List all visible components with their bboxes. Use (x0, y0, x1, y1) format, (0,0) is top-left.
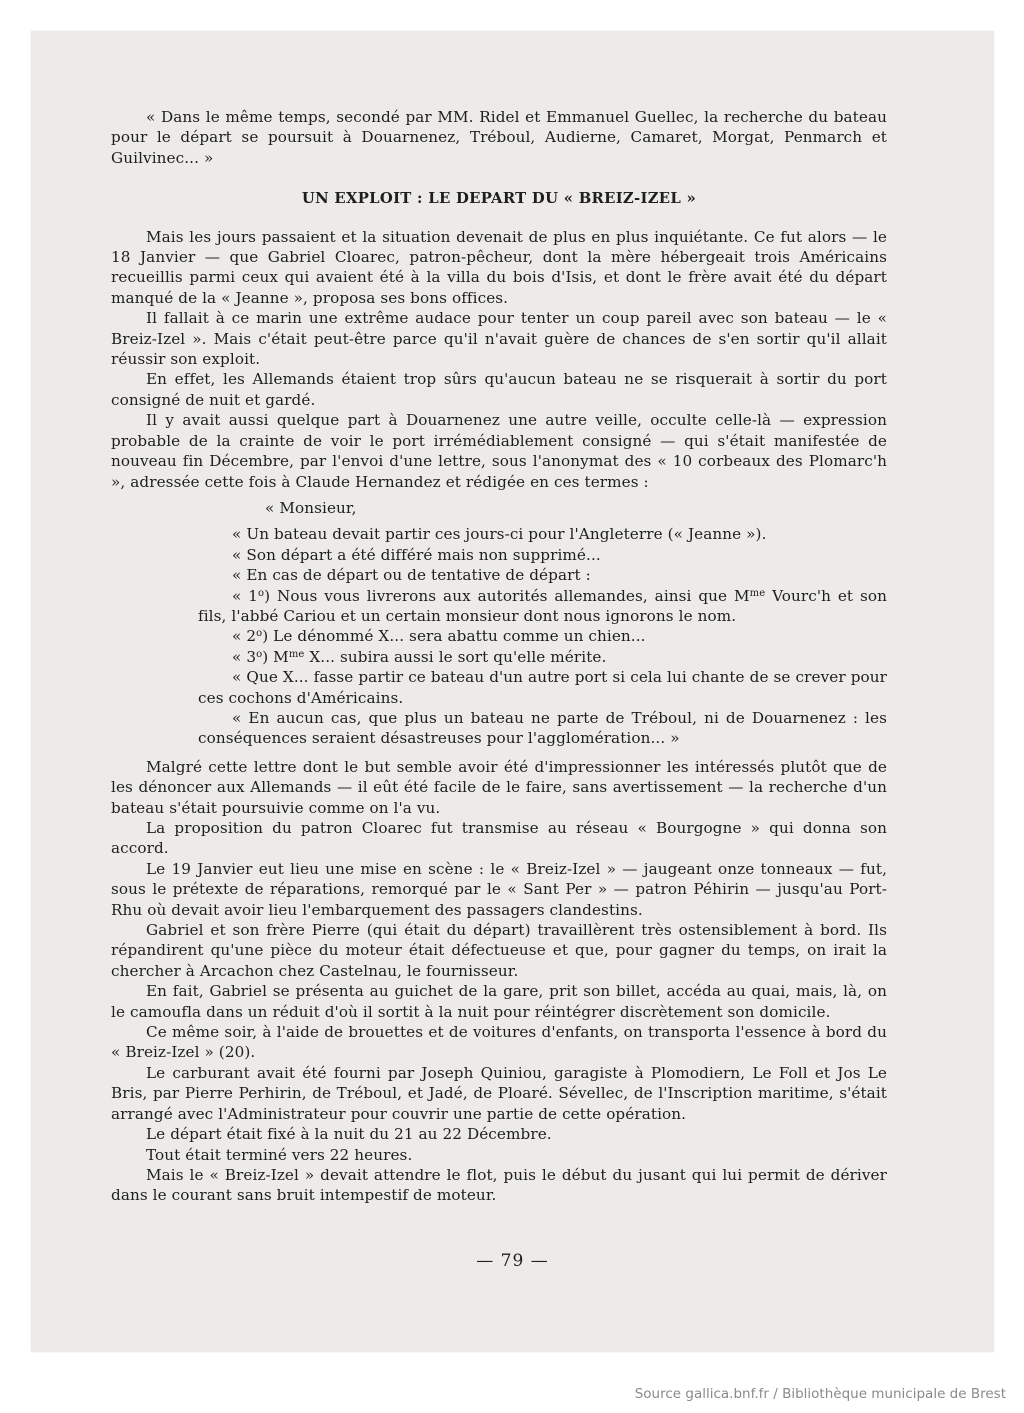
page-number: — 79 — (476, 1251, 549, 1271)
paragraph: En fait, Gabriel se présenta au guichet de la gare, prit son billet, accéda au quai, mais, là, on le camoufla dans un réduit d'où il sortit à la nuit pour réintégrer discrètement son domicile. (111, 982, 887, 1021)
paragraph: La proposition du patron Cloarec fut transmise au réseau « Bourgogne » qui donna son accord. (111, 819, 887, 858)
paragraph: Le carburant avait été fourni par Joseph Quiniou, garagiste à Plomodiern, Le Foll et Jos Le Bris, par Pierre Perhirin, de Tréboul, et Jadé, de Ploaré. Sévellec, de l'Inscription maritime, s'était arrangé avec l'Administrateur pour couvrir une partie de cette opération. (111, 1063, 887, 1123)
letter-line: « En aucun cas, que plus un bateau ne parte de Tréboul, ni de Douarnenez : les conséquences seraient désastreuses pour l'agglomération... » (198, 708, 887, 748)
paragraph: Mais les jours passaient et la situation devenait de plus en plus inquiétante. Ce fut alors — le 18 Janvier — que Gabriel Cloarec, patron-pêcheur, dont la mère hébergeait trois Américains recueillis parmi ceux qui avaient été à la villa du bois d'Isis, et dont le frère avait été du départ manqué de la « Jeanne », proposa ses bons offices. (111, 227, 887, 307)
letter-line: « Que X... fasse partir ce bateau d'un autre port si cela lui chante de se crever pour ces cochons d'Américains. (198, 668, 887, 707)
paragraph: Gabriel et son frère Pierre (qui était du départ) travaillèrent très ostensiblement à bord. Ils répandirent qu'une pièce du moteur était défectueuse et que, pour gagner du temps, on irait la chercher à Arcachon chez Castelnau, le fournisseur. (111, 921, 887, 980)
paragraph: Il fallait à ce marin une extrême audace pour tenter un coup pareil avec son bateau — le « Breiz-Izel ». Mais c'était peut-être parce qu'il n'avait guère de chances de s'en sortir qu'il allait réussir son exploit. (111, 309, 887, 369)
paragraph: En effet, les Allemands étaient trop sûrs qu'aucun bateau ne se risquerait à sortir du port consigné de nuit et gardé. (111, 370, 887, 409)
letter-line: « Un bateau devait partir ces jours-ci pour l'Angleterre (« Jeanne »). (232, 525, 767, 544)
paragraph: Il y avait aussi quelque part à Douarnenez une autre veille, occulte celle-là — expression probable de la crainte de voir le port irrémédiablement consigné — qui s'était manifestée de nouveau fin Décembre, par l'envoi d'une lettre, sous l'anonymat des « 10 corbeaux des Plomarc'h », adressée cette fois à Claude Hernandez et rédigée en ces termes : (111, 411, 887, 491)
paragraph: Le 19 Janvier eut lieu une mise en scène : le « Breiz-Izel » — jaugeant onze tonneaux — fut, sous le prétexte de réparations, remorqué par le « Sant Per » — patron Péhirin — jusqu'au Port-Rhu où devait avoir lieu l'embarquement des passagers clandestins. (111, 859, 887, 919)
letter-item-2: « 2$^o$) Le dénommé X... sera abattu comme un chien... (232, 627, 646, 646)
paragraph: Malgré cette lettre dont le but semble avoir été d'impressionner les intéressés plutôt que de les dénoncer aux Allemands — il eût été facile de le faire, sans avertissement — la recherche d'un bateau s'était poursuivie comme on l'a vu. (111, 757, 887, 817)
letter-item-3: « 3$^o$) $M^{me}$ X... subira aussi le sort qu'elle mérite. (232, 647, 607, 666)
paragraph: Mais le « Breiz-Izel » devait attendre le flot, puis le début du jusant qui lui permit de dériver dans le courant sans bruit intempestif de moteur. (111, 1165, 887, 1205)
paragraph: Tout était terminé vers 22 heures. (146, 1145, 413, 1164)
section-heading: UN EXPLOIT : LE DEPART DU « BREIZ-IZEL » (301, 190, 697, 208)
source-credit: Source gallica.bnf.fr / Bibliothèque municipale de Brest (634, 1386, 1006, 1402)
letter-line: « Son départ a été différé mais non supprimé... (232, 545, 601, 564)
scanned-page (31, 31, 994, 1352)
letter-item-1: « 1$^o$) Nous vous livrerons aux autorités allemandes, ainsi que $M^{me}$ Vourc'h et son fils, l'abbé Cariou et un certain monsieur dont nous ignorons le nom. (198, 586, 887, 625)
quoted-letter (198, 498, 887, 749)
letter-line: « En cas de départ ou de tentative de départ : (232, 566, 591, 585)
intro-paragraph: « Dans le même temps, secondé par MM. Ridel et Emmanuel Guellec, la recherche du bateau pour le départ se poursuit à Douarnenez, Tréboul, Audierne, Camaret, Morgat, Penmarch et Guilvinec... » (111, 108, 887, 167)
page-text (111, 107, 887, 1206)
paragraph: Ce même soir, à l'aide de brouettes et de voitures d'enfants, on transporta l'essence à bord du « Breiz-Izel » (20). (111, 1023, 887, 1062)
letter-salutation: « Monsieur, (265, 498, 357, 517)
paragraph: Le départ était fixé à la nuit du 21 au 22 Décembre. (146, 1125, 552, 1144)
